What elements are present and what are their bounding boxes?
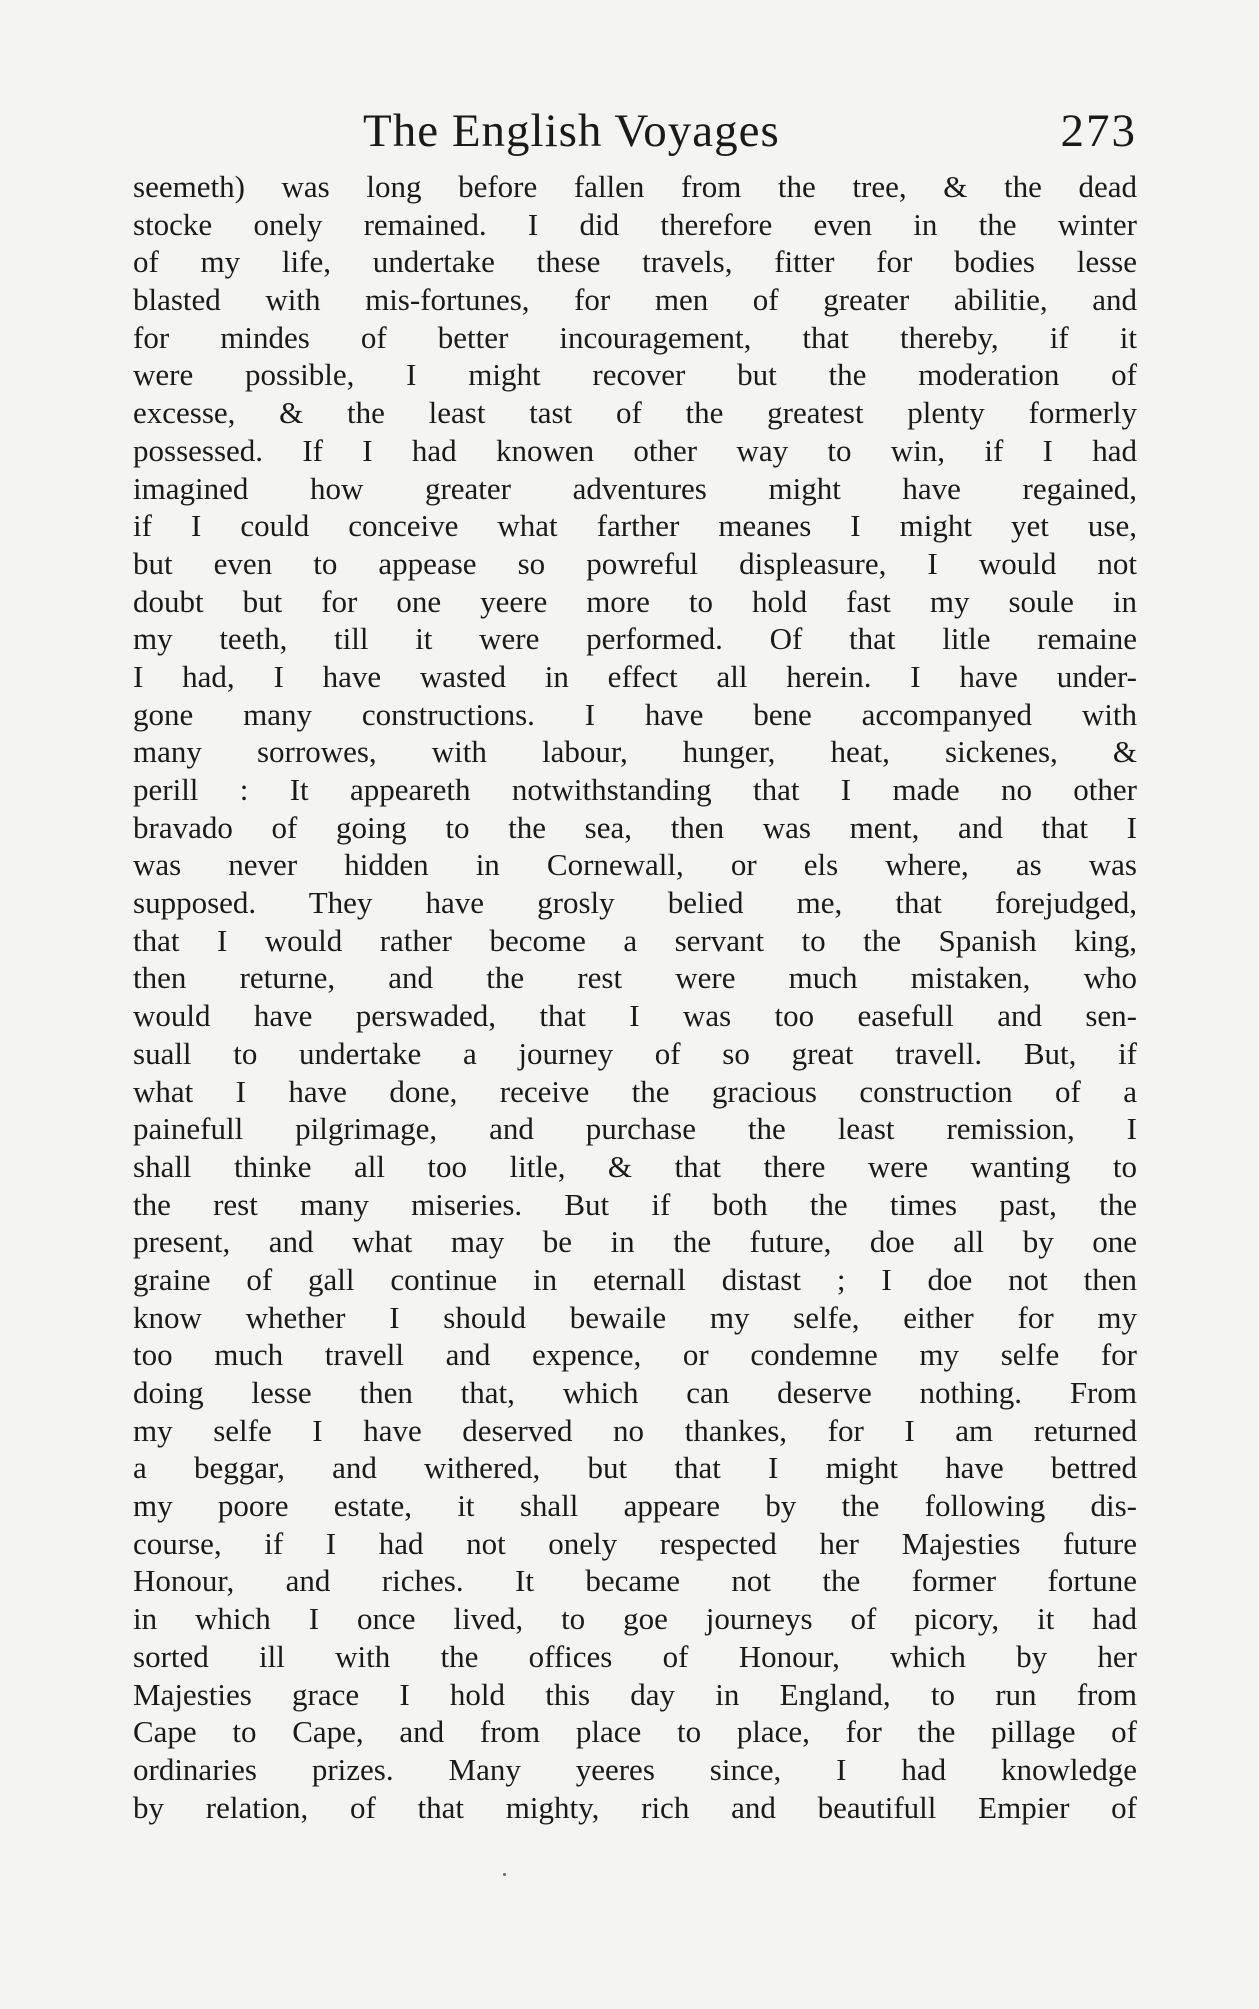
text-line: sorted ill with the offices of Honour, which by her	[133, 1638, 1137, 1674]
text-line: by relation, of that mighty, rich and beautifull Empier of	[133, 1789, 1137, 1825]
text-line: bravado of going to the sea, then was ment, and that I	[133, 809, 1137, 845]
body-text	[133, 168, 1137, 1826]
text-line: present, and what may be in the future, doe all by one	[133, 1224, 1137, 1260]
text-line: for mindes of better incouragement, that thereby, if it	[133, 319, 1137, 355]
text-line: that I would rather become a servant to the Spanish king,	[133, 922, 1137, 958]
text-line: seemeth) was long before fallen from the tree, & the dead	[133, 169, 1137, 204]
text-line: would have perswaded, that I was too easefull and sen-	[133, 998, 1137, 1034]
running-title: The English Voyages	[363, 105, 780, 157]
text-line: Honour, and riches. It became not the former fortune	[133, 1563, 1137, 1599]
text-line: imagined how greater adventures might have regained,	[133, 470, 1137, 506]
text-line: graine of gall continue in eternall distast ; I doe not then	[133, 1261, 1137, 1297]
text-line: many sorrowes, with labour, hunger, heat, sickenes, &	[133, 734, 1137, 770]
text-line: course, if I had not onely respected her Majesties future	[133, 1525, 1137, 1561]
text-line: perill : It appeareth notwithstanding that I made no other	[133, 772, 1137, 807]
text-line: gone many constructions. I have bene accompanyed with	[133, 696, 1137, 732]
text-line: in which I once lived, to goe journeys of picory, it had	[133, 1601, 1137, 1637]
text-line: doing lesse then that, which can deserve nothing. From	[133, 1375, 1137, 1410]
text-line: Majesties grace I hold this day in England, to run from	[133, 1676, 1137, 1712]
text-line: know whether I should bewaile my selfe, either for my	[133, 1299, 1137, 1335]
text-line: of my life, undertake these travels, fitter for bodies lesse	[133, 244, 1137, 280]
text-line: but even to appease so powreful displeasure, I would not	[133, 545, 1137, 581]
text-line: Cape to Cape, and from place to place, for the pillage of	[133, 1714, 1137, 1750]
text-line: a beggar, and withered, but that I might have bettred	[133, 1450, 1137, 1486]
text-line: painefull pilgrimage, and purchase the least remission, I	[133, 1111, 1137, 1147]
text-line: what I have done, receive the gracious construction of a	[133, 1073, 1137, 1109]
text-line: shall thinke all too litle, & that there were wanting to	[133, 1148, 1137, 1184]
paper-speck	[503, 1873, 506, 1876]
text-line: the rest many miseries. But if both the times past, the	[133, 1186, 1137, 1222]
text-line: possessed. If I had knowen other way to win, if I had	[133, 432, 1137, 468]
text-line: my poore estate, it shall appeare by the following dis-	[133, 1488, 1137, 1524]
page-number: 273	[1060, 105, 1137, 157]
text-line: supposed. They have grosly belied me, that forejudged,	[133, 885, 1137, 921]
text-line: stocke onely remained. I did therefore even in the winter	[133, 206, 1137, 242]
running-head	[133, 104, 1137, 164]
text-line: ordinaries prizes. Many yeeres since, I had knowledge	[133, 1751, 1137, 1787]
text-line: I had, I have wasted in effect all herein. I have under-	[133, 658, 1137, 694]
text-line: blasted with mis-fortunes, for men of greater abilitie, and	[133, 282, 1137, 318]
text-line: suall to undertake a journey of so great travell. But, if	[133, 1035, 1137, 1071]
text-line: doubt but for one yeere more to hold fast my soule in	[133, 583, 1137, 619]
text-line: then returne, and the rest were much mistaken, who	[133, 960, 1137, 996]
text-line: excesse, & the least tast of the greatest plenty formerly	[133, 395, 1137, 431]
text-line: was never hidden in Cornewall, or els where, as was	[133, 847, 1137, 883]
text-line: my selfe I have deserved no thankes, for I am returned	[133, 1412, 1137, 1448]
text-line: my teeth, till it were performed. Of that litle remaine	[133, 621, 1137, 657]
text-line: were possible, I might recover but the moderation of	[133, 357, 1137, 393]
text-line: if I could conceive what farther meanes I might yet use,	[133, 508, 1137, 544]
text-line: too much travell and expence, or condemne my selfe for	[133, 1337, 1137, 1373]
